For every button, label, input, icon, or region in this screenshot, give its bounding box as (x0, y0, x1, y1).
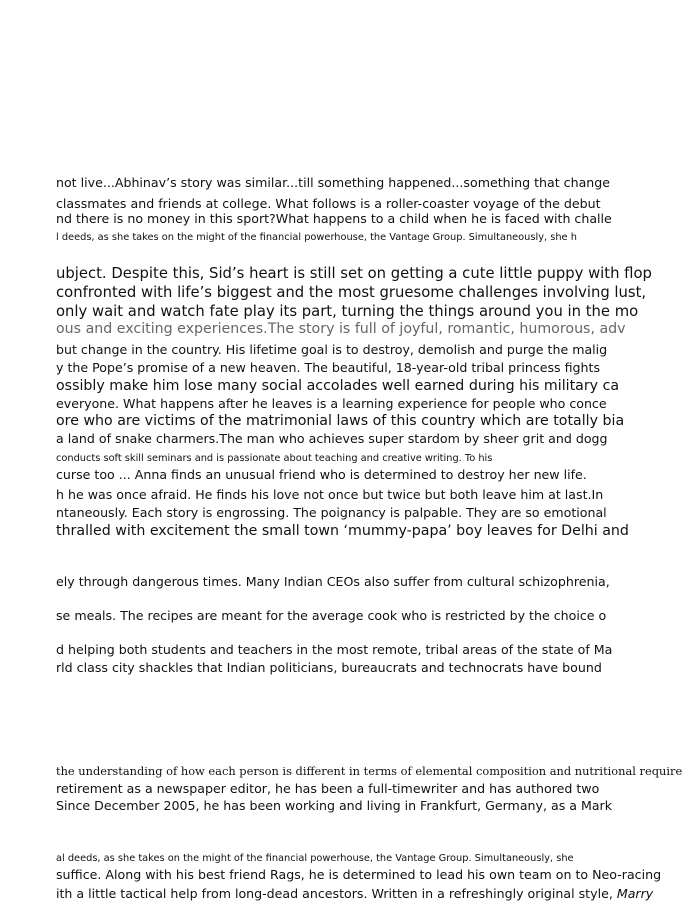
text-line: ore who are victims of the matrimonial laws of this country which are totally bia (56, 413, 625, 429)
text-fragment: ith a little tactical help from long-dead ancestors. Written in a refreshingly original style, (56, 886, 613, 901)
text-line: ntaneously. Each story is engrossing. The poignancy is palpable. They are so emotional (56, 505, 607, 520)
text-line: ubject. Despite this, Sid’s heart is still set on getting a cute little puppy with flop (56, 265, 652, 282)
text-line: but change in the country. His lifetime goal is to destroy, demolish and purge the malig (56, 342, 608, 357)
text-line: se meals. The recipes are meant for the average cook who is restricted by the choice o (56, 608, 607, 623)
text-line: al deeds, as she takes on the might of the financial powerhouse, the Vantage Group. Simultaneously, she (56, 853, 574, 864)
text-line: confronted with life’s biggest and the most gruesome challenges involving lust, (56, 284, 647, 301)
text-line: not live...Abhinav’s story was similar...till something happened...something that change (56, 175, 611, 190)
text-fragment: ous and exciting experiences. (56, 321, 268, 337)
text-line: the understanding of how each person is different in terms of elemental composition and nutritional require (56, 764, 683, 778)
text-line (56, 321, 626, 337)
text-line: only wait and watch fate play its part, turning the things around you in the mo (56, 303, 639, 320)
text-line: curse too ... Anna finds an unusual friend who is determined to destroy her new life. (56, 467, 587, 482)
italic-title-fragment: Marry (616, 886, 654, 901)
text-line: y the Pope’s promise of a new heaven. The beautiful, 18-year-old tribal princess fights (56, 360, 601, 375)
text-line: retirement as a newspaper editor, he has been a full-timewriter and has authored two (56, 781, 600, 796)
text-line: h he was once afraid. He finds his love not once but twice but both leave him at last.In (56, 487, 604, 502)
text-line: a land of snake charmers.The man who achieves super stardom by sheer grit and dogg (56, 431, 608, 446)
text-line: classmates and friends at college. What follows is a roller-coaster voyage of the debut (56, 196, 601, 211)
text-line: suffice. Along with his best friend Rags, he is determined to lead his own team on to Neo-racing (56, 867, 662, 882)
text-line: ely through dangerous times. Many Indian CEOs also suffer from cultural schizophrenia, (56, 574, 610, 589)
text-line: Since December 2005, he has been working and living in Frankfurt, Germany, as a Mark (56, 798, 613, 813)
text-line: rld class city shackles that Indian politicians, bureaucrats and technocrats have bound (56, 660, 602, 675)
text-line: thralled with excitement the small town ‘mummy-papa’ boy leaves for Delhi and (56, 523, 629, 539)
text-line: d helping both students and teachers in the most remote, tribal areas of the state of Ma (56, 642, 613, 657)
text-line: conducts soft skill seminars and is passionate about teaching and creative writing. To his (56, 453, 493, 464)
text-line: everyone. What happens after he leaves is a learning experience for people who conce (56, 396, 607, 411)
text-line (56, 886, 654, 901)
text-line: nd there is no money in this sport?What happens to a child when he is faced with challe (56, 211, 612, 226)
text-line: l deeds, as she takes on the might of the financial powerhouse, the Vantage Group. Simultaneously, she h (56, 232, 577, 243)
text-fragment: The story is full of joyful, romantic, humorous, adv (267, 321, 626, 337)
text-line: ossibly make him lose many social accolades well earned during his military ca (56, 378, 620, 394)
